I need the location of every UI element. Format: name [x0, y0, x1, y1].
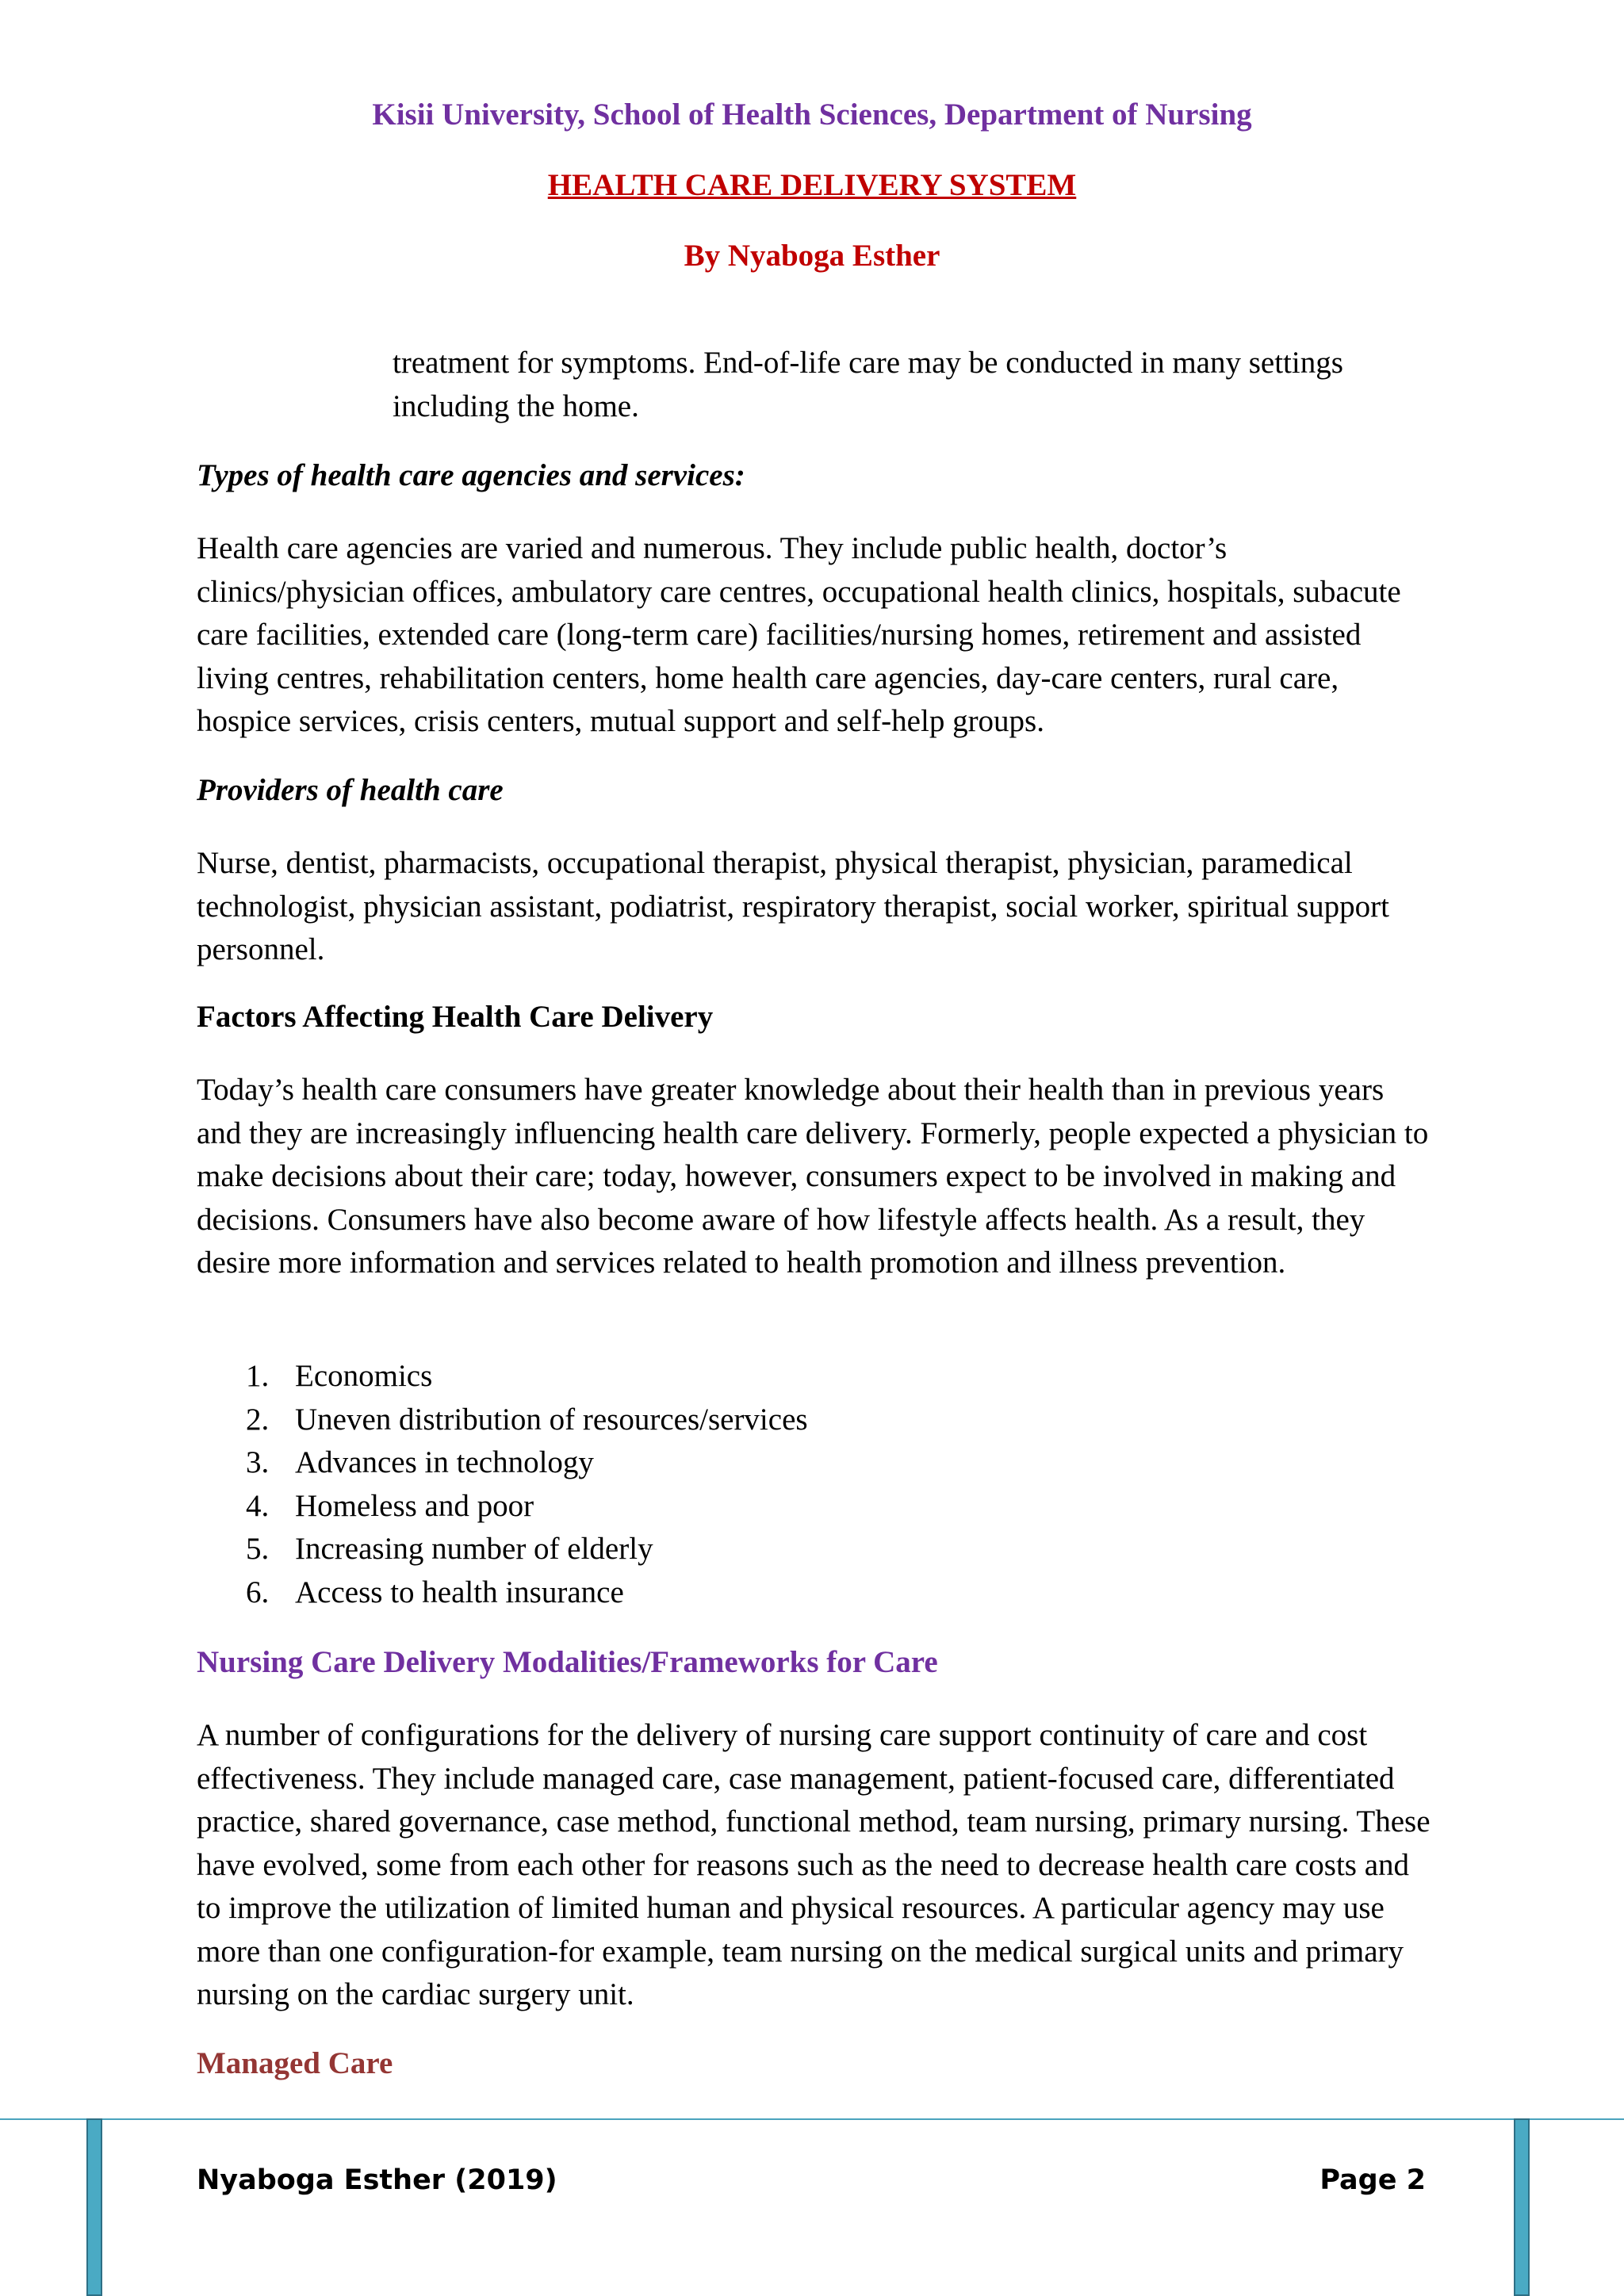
list-number: 2. — [246, 1402, 270, 1437]
list-item — [197, 1441, 808, 1485]
factors-heading: Factors Affecting Health Care Delivery — [197, 1000, 714, 1034]
institution-header: Kisii University, School of Health Sciences, Department of Nursing — [372, 98, 1252, 132]
list-item-text: Advances in technology — [295, 1445, 594, 1479]
factors-paragraph: Today’s health care consumers have greater knowledge about their health than in previous years and they are increasingly influencing health care delivery. Formerly, people expected a physician to make decisions about their care; today, however, consumers expect to be involved in making and decisions. Consumers have also become aware of how lifestyle affects health. As a result, they desire more information and services related to health promotion and illness prevention. — [197, 1073, 1429, 1280]
continuation-paragraph: treatment for symptoms. End-of-life care may be conducted in many settings including the home. — [393, 346, 1343, 423]
list-number: 1. — [246, 1359, 270, 1393]
list-item-text: Economics — [295, 1359, 433, 1393]
modalities-heading: Nursing Care Delivery Modalities/Frameworks for Care — [197, 1645, 938, 1679]
list-number: 3. — [246, 1445, 270, 1479]
list-item — [197, 1485, 808, 1529]
list-item — [197, 1399, 808, 1442]
author-byline: By Nyaboga Esther — [684, 239, 940, 273]
list-number: 6. — [246, 1575, 270, 1609]
types-paragraph: Health care agencies are varied and numerous. They include public health, doctor’s clinics/physician offices, ambulatory care centres, occupational health clinics, hospitals, subacute care facilities, extended care (long-term care) facilities/nursing homes, retirement and assisted living centres, rehabilitation centers, home health care agencies, day-care centers, rural care, hospice services, crisis centers, mutual support and self-help groups. — [197, 531, 1401, 738]
list-number: 5. — [246, 1532, 270, 1566]
providers-heading: Providers of health care — [197, 773, 504, 807]
providers-paragraph: Nurse, dentist, pharmacists, occupational therapist, physical therapist, physician, paramedical technologist, physician assistant, podiatrist, respiratory therapist, social worker, spiritual support personnel. — [197, 846, 1389, 966]
footer-author-year: Nyaboga Esther (2019) — [197, 2164, 557, 2196]
modalities-paragraph: A number of configurations for the delivery of nursing care support continuity of care and cost effectiveness. They include managed care, case management, patient-focused care, differentiated practice, shared governance, case method, functional method, team nursing, primary nursing. These have evolved, some from each other for reasons such as the need to decrease health care costs and to improve the utilization of limited human and physical resources. A particular agency may use more than one configuration-for example, team nursing on the medical surgical units and primary nursing on the cardiac surgery unit. — [197, 1718, 1431, 2011]
page-number: Page 2 — [1320, 2164, 1426, 2196]
list-item-text: Uneven distribution of resources/services — [295, 1402, 808, 1437]
list-item-text: Homeless and poor — [295, 1488, 534, 1523]
managed-care-heading: Managed Care — [197, 2046, 393, 2080]
list-item — [197, 1355, 808, 1399]
footer-rule — [0, 2118, 1624, 2120]
list-item-text: Increasing number of elderly — [295, 1532, 653, 1566]
list-number: 4. — [246, 1488, 270, 1523]
list-item-text: Access to health insurance — [295, 1575, 624, 1609]
factors-list — [197, 1355, 808, 1614]
document-title: HEALTH CARE DELIVERY SYSTEM — [547, 168, 1077, 202]
footer-right-bar — [1514, 2118, 1530, 2296]
list-item — [197, 1571, 808, 1615]
types-heading: Types of health care agencies and services: — [197, 458, 745, 492]
list-item — [197, 1528, 808, 1571]
footer-left-bar — [86, 2118, 102, 2296]
